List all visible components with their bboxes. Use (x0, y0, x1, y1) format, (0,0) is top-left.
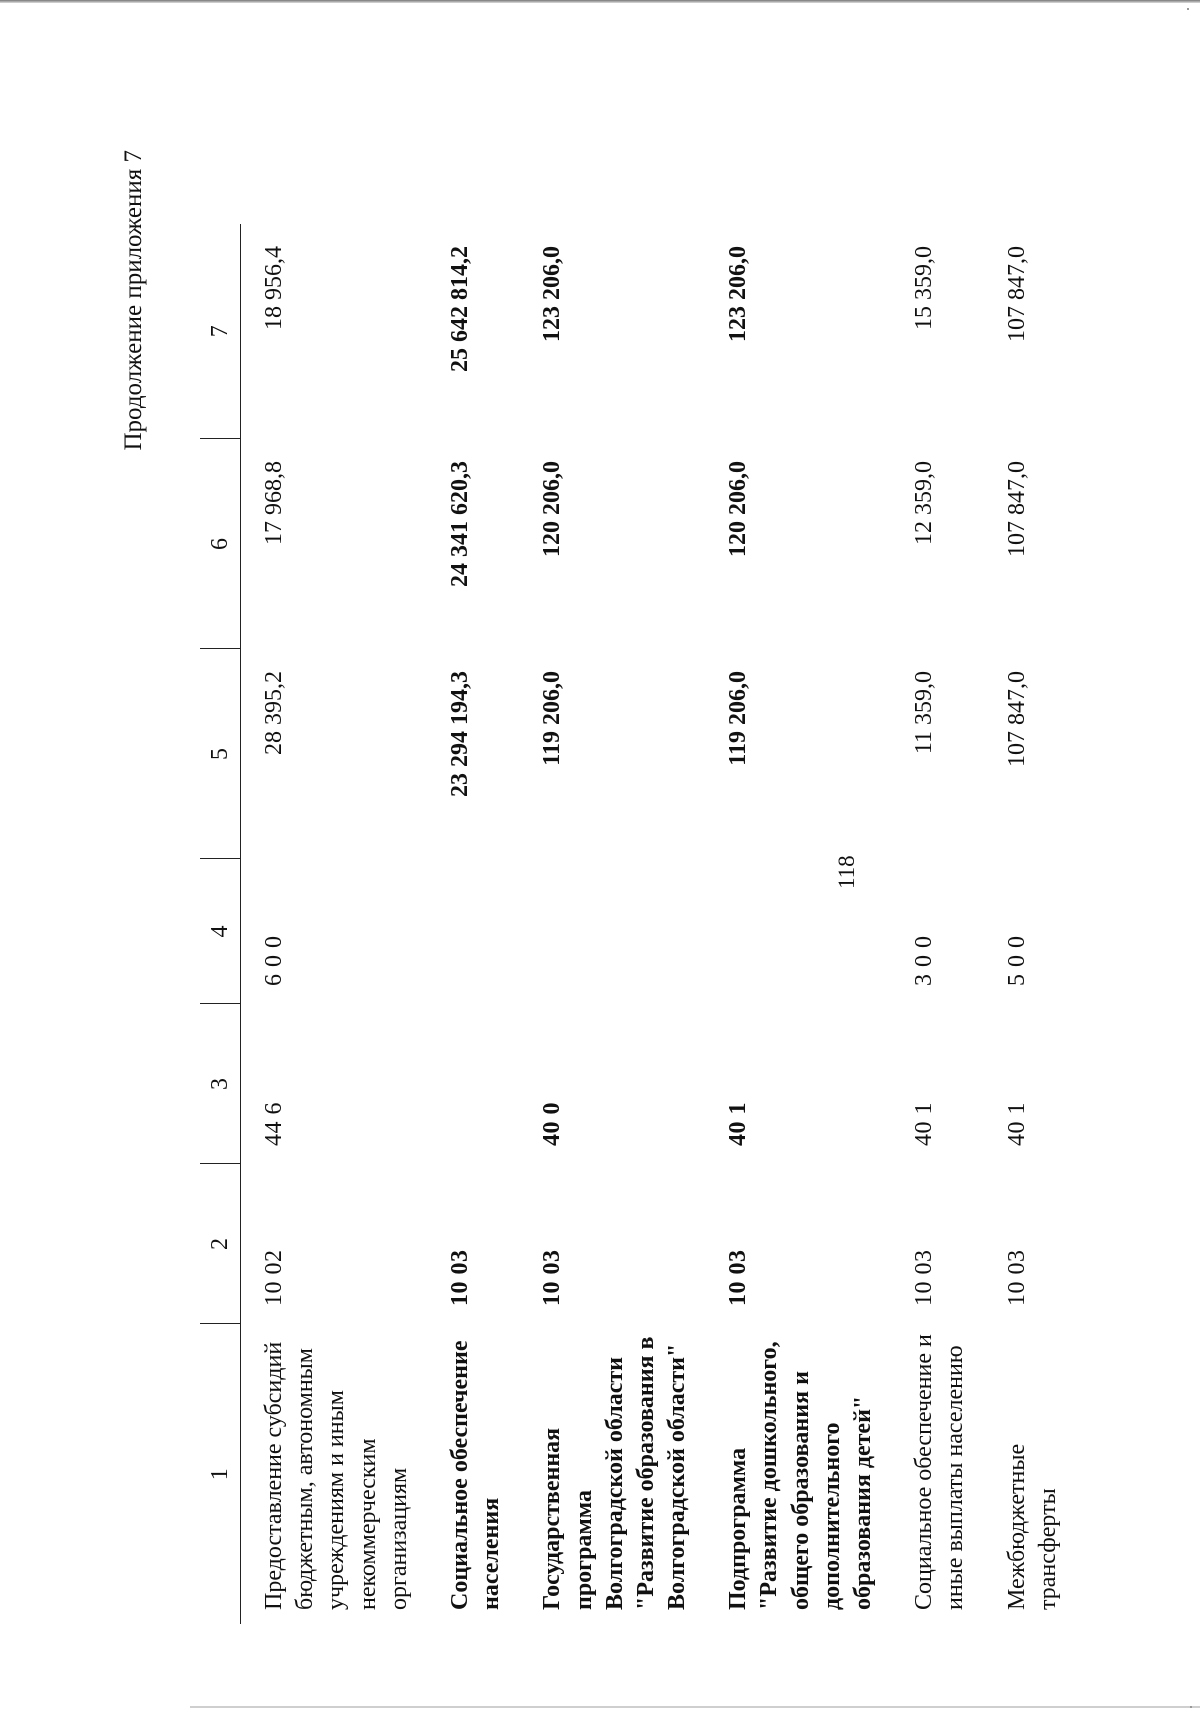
section-code: 10 03 (446, 1249, 473, 1306)
row-name: Социальное обеспечение и иные выплаты населению (911, 1334, 969, 1610)
target-code: 40 0 (539, 1102, 566, 1146)
section-code: 10 02 (261, 1249, 287, 1306)
amount-col-7: 18 956,4 (261, 246, 287, 330)
page-number: 118 (834, 855, 859, 889)
column-header: 1 (200, 1324, 241, 1624)
column-header: 5 (200, 649, 241, 859)
amount-col-6: 24 341 620,3 (446, 461, 473, 587)
target-code: 40 1 (725, 1102, 752, 1146)
amount-col-5: 23 294 194,3 (446, 671, 473, 797)
expense-type-code: 6 0 0 (261, 935, 287, 986)
section-code: 10 03 (911, 1249, 938, 1306)
target-code: 44 6 (261, 1102, 287, 1146)
amount-col-6: 120 206,0 (539, 461, 566, 557)
expense-type-code (519, 859, 705, 1004)
row-name: Социальное обеспечение населения (446, 1340, 505, 1610)
target-code: 40 1 (1003, 1102, 1030, 1146)
expense-type-code: 3 0 0 (911, 935, 938, 986)
amount-col-7: 15 359,0 (911, 246, 938, 330)
table-row (984, 224, 1076, 1624)
column-header: 6 (200, 439, 241, 649)
column-header: 3 (200, 1004, 241, 1164)
amount-col-5: 28 395,2 (261, 671, 287, 755)
column-header: 2 (200, 1164, 241, 1324)
table-row (427, 224, 519, 1624)
amount-col-7: 123 206,0 (725, 246, 752, 342)
table-row (241, 224, 427, 1624)
amount-col-5: 119 206,0 (725, 671, 752, 766)
column-number-row (200, 224, 241, 1624)
target-code (427, 1004, 519, 1164)
section-code: 10 03 (1003, 1249, 1030, 1306)
row-name: Предоставление субсидий бюджетным, автономным учреждениям и иным некоммерческим организациям (261, 1341, 412, 1610)
table-row (891, 224, 983, 1624)
amount-col-6: 120 206,0 (725, 461, 752, 557)
amount-col-6: 107 847,0 (1003, 461, 1030, 557)
amount-col-7: 123 206,0 (539, 246, 566, 342)
column-header: 7 (200, 224, 241, 439)
amount-col-7: 107 847,0 (1003, 246, 1030, 342)
expense-type-code: 5 0 0 (1003, 935, 1030, 986)
row-name: Государственная программа Волгоградской области "Развитие образования в Волгоградской области" (539, 1336, 691, 1610)
row-name: Межбюджетные трансферты (1003, 1443, 1061, 1610)
row-name: Подпрограмма "Развитие дошкольного, общего образования и дополнительного образования детей" (725, 1341, 876, 1610)
expense-type-code (427, 859, 519, 1004)
section-code: 10 03 (539, 1249, 566, 1306)
amount-col-6: 12 359,0 (911, 461, 938, 545)
budget-table (200, 224, 1076, 1624)
amount-col-5: 11 359,0 (911, 671, 938, 755)
section-code: 10 03 (725, 1249, 752, 1306)
table-body (241, 224, 1076, 1624)
table-header (200, 224, 241, 1624)
amount-col-5: 107 847,0 (1003, 671, 1030, 767)
amount-col-6: 17 968,8 (261, 461, 287, 545)
table-row (705, 224, 891, 1624)
expense-type-code (705, 859, 891, 1004)
target-code: 40 1 (911, 1102, 938, 1146)
table-row (519, 224, 705, 1624)
continuation-label: Продолжение приложения 7 (120, 150, 147, 451)
column-header: 4 (200, 859, 241, 1004)
amount-col-7: 25 642 814,2 (446, 246, 473, 372)
amount-col-5: 119 206,0 (539, 671, 566, 766)
